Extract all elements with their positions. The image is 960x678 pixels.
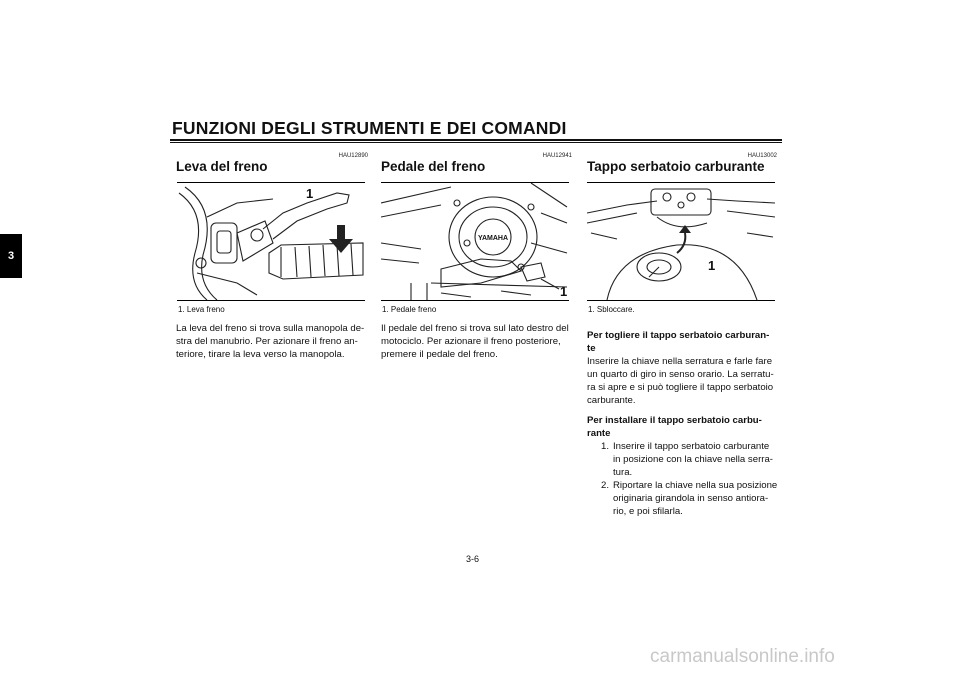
brake-lever-paragraph: La leva del freno si trova sulla manopola de- stra del manubrio. Per azionare il freno an- teriore, tirare la leva verso la manopola. [176, 323, 365, 360]
watermark: carmanualsonline.info [650, 646, 835, 667]
figure-callout-number: 1 [306, 186, 314, 201]
figure-callout-number: 1 [708, 258, 716, 273]
remove-cap-paragraph: Inserire la chiave nella serratura e farle fare un quarto di giro in senso orario. La serratu- ra si apre e si può togliere il tappo serbatoio carburante. [587, 356, 774, 406]
figure-caption: 1. Leva freno [178, 305, 225, 314]
brake-pedal-paragraph: Il pedale del freno si trova sul lato destro del motociclo. Per azionare il freno posteriore, premere il pedale del freno. [381, 323, 569, 360]
chapter-tab: 3 [0, 234, 22, 278]
header-rule-thin [170, 142, 782, 143]
brake-lever-illustration [177, 183, 365, 300]
brake-pedal-figure [381, 182, 569, 301]
page-title: FUNZIONI DEGLI STRUMENTI E DEI COMANDI [172, 118, 567, 138]
install-steps-list [587, 440, 783, 518]
fuel-cap-illustration [587, 183, 775, 300]
list-item: 1. Inserire il tappo serbatoio carburante in posizione con la chiave nella serra- tura. [600, 441, 773, 478]
remove-cap-heading: Per togliere il tappo serbatoio carburan- te [587, 330, 770, 354]
section-title-brake-pedal: Pedale del freno [381, 159, 486, 174]
brake-pedal-illustration [381, 183, 569, 300]
section-title-brake-lever: Leva del freno [176, 159, 268, 174]
section-title-fuel-cap: Tappo serbatoio carburante [587, 159, 765, 174]
fuel-cap-figure [587, 182, 775, 301]
install-cap-heading: Per installare il tappo serbatoio carbu- rante [587, 415, 762, 439]
section-code: HAU12941 [542, 153, 572, 159]
figure-caption: 1. Pedale freno [382, 305, 437, 314]
list-item: 2. Riportare la chiave nella sua posizione originaria girandola in senso antiora- rio, e poi sfilarla. [600, 480, 778, 517]
brake-lever-figure [177, 182, 365, 301]
section-code: HAU12890 [338, 153, 368, 159]
page-number: 3-6 [466, 554, 480, 564]
figure-callout-number: 1 [560, 284, 568, 299]
figure-caption: 1. Sbloccare. [588, 305, 635, 314]
header-rule [170, 139, 782, 141]
section-code: HAU13002 [747, 153, 777, 159]
engine-brand-label: YAMAHA [477, 235, 509, 242]
